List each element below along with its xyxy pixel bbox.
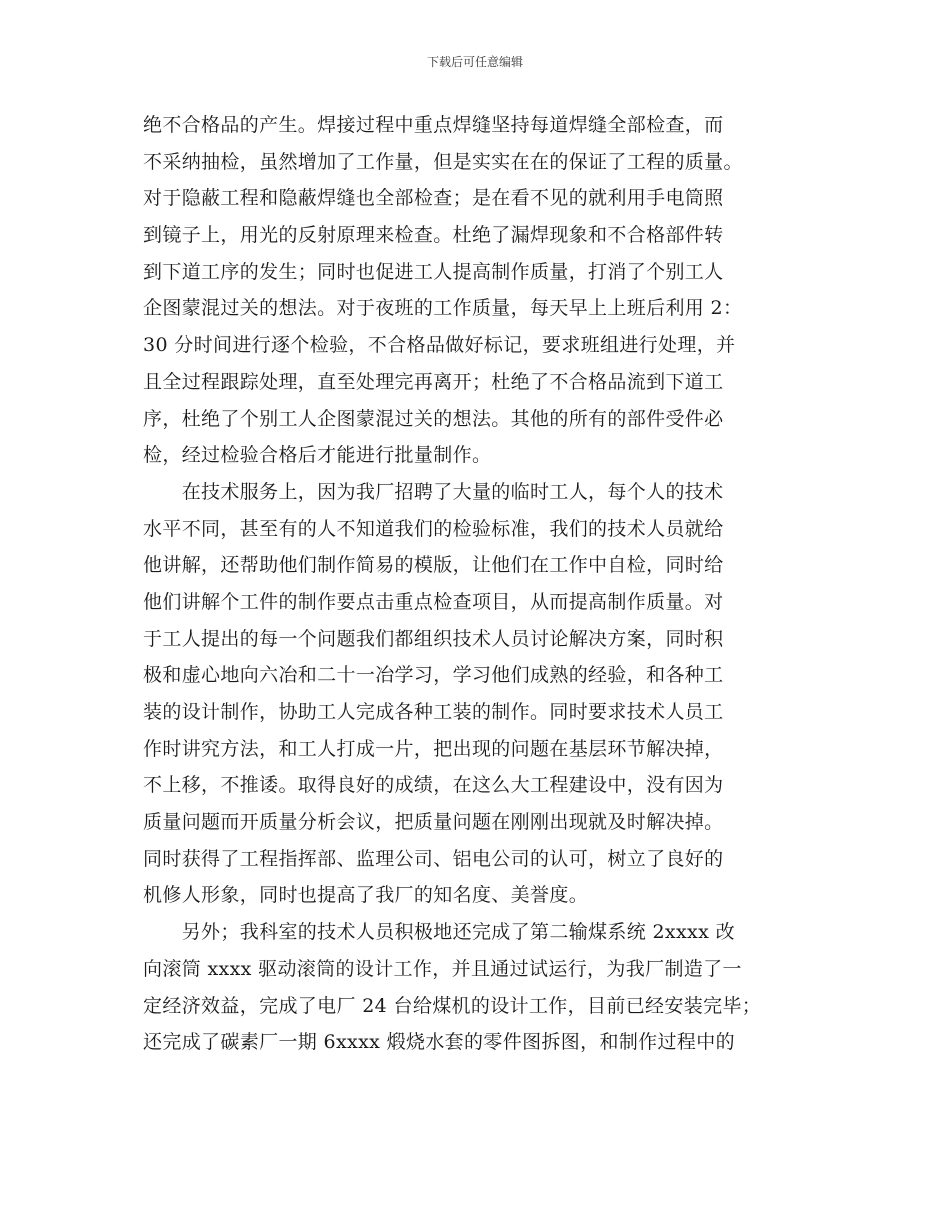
text-line: 同时获得了工程指挥部、监理公司、铝电公司的认可，树立了良好的 (143, 847, 724, 870)
text-line: 不上移，不推诿。取得良好的成绩，在这么大工程建设中，没有因为 (143, 774, 724, 797)
text-line: 对于隐蔽工程和隐蔽焊缝也全部检查；是在看不见的就利用手电筒照 (143, 187, 724, 210)
text-line: 装的设计制作，协助工人完成各种工装的制作。同时要求技术人员工 (143, 701, 724, 723)
text-line: 极和虚心地向六冶和二十一冶学习，学习他们成熟的经验，和各种工 (143, 664, 724, 687)
text-line: 还完成了碳素厂一期 6xxxx 煅烧水套的零件图拆图，和制作过程中的 (143, 1031, 735, 1054)
text-line: 作时讲究方法，和工人打成一片，把出现的问题在基层环节解决掉， (143, 737, 724, 760)
page-header: 下载后可任意编辑 (426, 55, 523, 69)
text-line: 30 分时间进行逐个检验，不合格品做好标记，要求班组进行处理，并 (143, 334, 736, 357)
text-line: 于工人提出的每一个问题我们都组织技术人员讨论解决方案，同时积 (143, 627, 724, 650)
paragraph-technical-service (143, 474, 815, 914)
text-line: 到下道工序的发生；同时也促进工人提高制作质量，打消了个别工人 (143, 260, 724, 283)
paragraph-quality-inspection (143, 107, 815, 474)
text-line: 质量问题而开质量分析会议，把质量问题在刚刚出现就及时解决掉。 (143, 811, 724, 834)
text-line: 他讲解，还帮助他们制作简易的模版，让他们在工作中自检，同时给 (143, 554, 724, 577)
text-line: 绝不合格品的产生。焊接过程中重点焊缝坚持每道焊缝全部检查，而 (143, 114, 724, 136)
text-line: 序，杜绝了个别工人企图蒙混过关的想法。其他的所有的部件受件必 (143, 407, 724, 430)
text-line: 机修人形象，同时也提高了我厂的知名度、美誉度。 (143, 884, 589, 907)
text-line: 到镜子上，用光的反射原理来检查。杜绝了漏焊现象和不合格部件转 (143, 224, 724, 247)
text-line: 他们讲解个工件的制作要点击重点检查项目，从而提高制作质量。对 (143, 590, 724, 613)
text-line: 不采纳抽检，虽然增加了工作量，但是实实在在的保证了工程的质量。 (143, 150, 743, 173)
text-line: 在技术服务上，因为我厂招聘了大量的临时工人，每个人的技术 (143, 480, 724, 503)
text-line: 定经济效益，完成了电厂 24 台给煤机的设计工作，目前已经安装完毕； (143, 994, 762, 1017)
text-line: 且全过程跟踪处理，直至处理完再离开；杜绝了不合格品流到下道工 (143, 370, 724, 393)
text-line: 检，经过检验合格后才能进行批量制作。 (143, 444, 492, 467)
text-line: 向滚筒 xxxx 驱动滚筒的设计工作，并且通过试运行，为我厂制造了一 (143, 957, 742, 980)
text-line: 另外；我科室的技术人员积极地还完成了第二输煤系统 2xxxx 改 (143, 921, 735, 944)
document-body (143, 107, 815, 1061)
paragraph-additional-work (143, 914, 815, 1061)
text-line: 水平不同，甚至有的人不知道我们的检验标准，我们的技术人员就给 (143, 517, 724, 540)
text-line: 企图蒙混过关的想法。对于夜班的工作质量，每天早上上班后利用 2： (143, 297, 743, 320)
